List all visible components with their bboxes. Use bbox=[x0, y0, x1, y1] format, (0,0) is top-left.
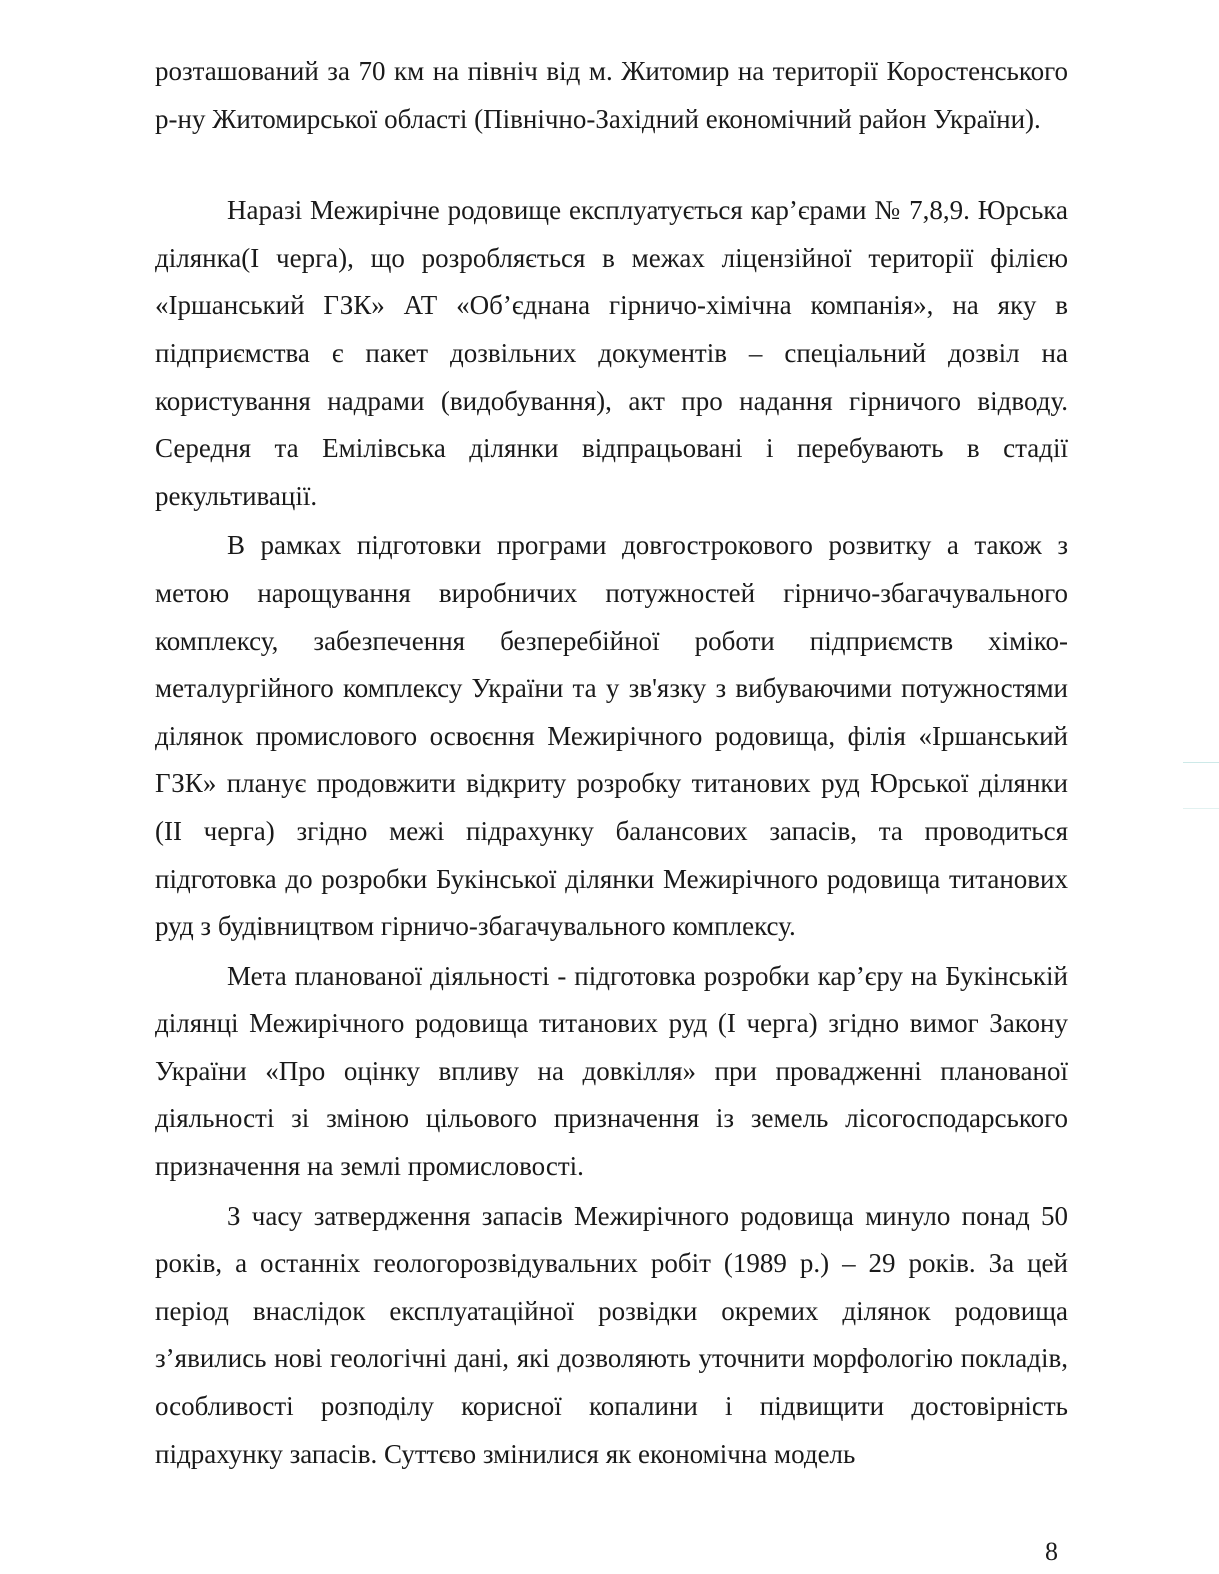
scan-edge-mark bbox=[1183, 808, 1219, 809]
document-page bbox=[155, 48, 1068, 1478]
paragraph-development-program: В рамках підготовки програми довгострокового розвитку а також з метою нарощування виробничих потужностей гірничо-збагачувального комплексу, забезпечення безперебійної роботи підприємств хіміко-металургійного комплексу України та у зв'язку з вибуваючими потужностями ділянок промислового освоєння Межирічного родовища, філія «Іршанський ГЗК» планує продовжити відкриту розробку титанових руд Юрської ділянки (ІІ черга) згідно межі підрахунку балансових запасів, та проводиться підготовка до розробки Букінської ділянки Межирічного родовища титанових руд з будівництвом гірничо-збагачувального комплексу. bbox=[155, 530, 1068, 942]
paragraph-activity-goal: Мета планованої діяльності - підготовка розробки кар’єру на Букінській ділянці Межирічного родовища титанових руд (І черга) згідно вимог Закону України «Про оцінку впливу на довкілля» при провадженні планованої діяльності зі зміною цільового призначення із земель лісогосподарського призначення на землі промисловості. bbox=[155, 960, 1068, 1182]
scan-edge-mark bbox=[1183, 762, 1219, 763]
page-number: 8 bbox=[1045, 1537, 1058, 1566]
paragraph-reserves-history: З часу затвердження запасів Межирічного родовища минуло понад 50 років, а останніх геологорозвідувальних робіт (1989 р.) – 29 років. За цей період внаслідок експлуатаційної розвідки окремих ділянок родовища з’явились нові геологічні дані, які дозволяють уточнити морфологію покладів, особливості розподілу корисної копалини і підвищити достовірність підрахунку запасів. Суттєво змінилися як економічна модель bbox=[155, 1200, 1068, 1469]
paragraph-location: розташований за 70 км на північ від м. Житомир на території Коростенського р-ну Житомирської області (Північно-Західний економічний район України). bbox=[155, 56, 1068, 134]
paragraph-current-exploitation: Наразі Межирічне родовище експлуатується кар’єрами № 7,8,9. Юрська ділянка(І черга), що розробляється в межах ліцензійної території філією «Іршанський ГЗК» АТ «Об’єднана гірничо-хімічна компанія», на яку в підприємства є пакет дозвільних документів – спеціальний дозвіл на користування надрами (видобування), акт про надання гірничого відводу. Середня та Емілівська ділянки відпрацьовані і перебувають в стадії рекультивації. bbox=[155, 195, 1068, 511]
